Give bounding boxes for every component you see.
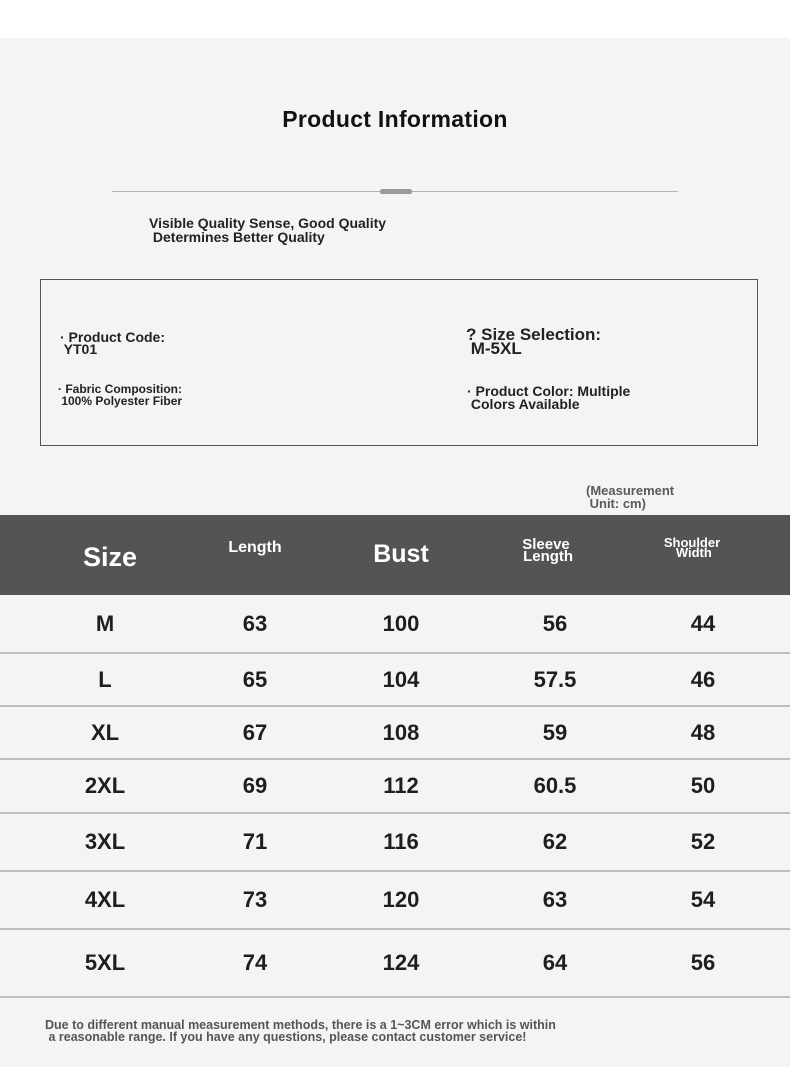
cell-length: 74: [242, 950, 268, 975]
cell-length: 65: [242, 666, 268, 692]
cell-sleeve-length: 57.5: [533, 666, 577, 692]
cell-shoulder-width: 48: [690, 719, 716, 745]
cell-bust: 104: [382, 666, 420, 692]
cell-shoulder-width: 56: [690, 950, 716, 975]
product-color: · Product Color: Multiple Colors Available: [467, 383, 631, 412]
header-shoulder-width: Shoulder Width: [663, 535, 721, 560]
header-sleeve-length: Sleeve Length: [522, 536, 574, 565]
cell-bust: 120: [382, 887, 420, 912]
cell-bust: 108: [382, 719, 420, 745]
cell-length: 63: [242, 610, 268, 636]
size-table-body: [0, 595, 790, 998]
table-row: [0, 814, 790, 872]
header-bust: Bust: [373, 540, 429, 568]
cell-shoulder-width: 52: [690, 829, 716, 854]
cell-bust: 100: [382, 610, 420, 636]
product-info-box: [40, 279, 758, 446]
cell-size: M: [95, 610, 115, 636]
cell-sleeve-length: 60.5: [533, 773, 577, 798]
cell-sleeve-length: 64: [542, 950, 568, 975]
cell-shoulder-width: 44: [690, 610, 716, 636]
header-size: Size: [82, 542, 138, 572]
quality-tagline: Visible Quality Sense, Good Quality Determines Better Quality: [149, 215, 387, 245]
measurement-error-note: Due to different manual measurement methods, there is a 1~3CM error which is within a reasonable range. If you have any questions, please contact customer service!: [45, 1018, 556, 1044]
cell-size: XL: [90, 719, 120, 745]
page-title: Product Information: [282, 106, 508, 132]
cell-length: 69: [242, 773, 268, 798]
divider-accent: [380, 189, 412, 194]
cell-length: 73: [242, 887, 268, 912]
table-row: [0, 654, 790, 707]
table-row: [0, 707, 790, 760]
product-code: · Product Code: YT01: [60, 329, 165, 357]
cell-size: 4XL: [84, 887, 126, 912]
cell-length: 71: [242, 829, 268, 854]
cell-shoulder-width: 50: [690, 773, 716, 798]
cell-sleeve-length: 63: [542, 887, 568, 912]
cell-size: 3XL: [84, 829, 126, 854]
fabric-composition: · Fabric Composition: 100% Polyester Fiber: [58, 382, 183, 408]
cell-bust: 112: [383, 773, 419, 798]
cell-sleeve-length: 59: [542, 719, 568, 745]
table-row: [0, 872, 790, 930]
cell-size: L: [98, 666, 112, 692]
table-row: [0, 595, 790, 654]
cell-size: 2XL: [84, 773, 126, 798]
cell-sleeve-length: 62: [542, 829, 568, 854]
cell-shoulder-width: 54: [690, 887, 716, 912]
cell-bust: 124: [382, 950, 420, 975]
table-row: [0, 930, 790, 998]
cell-shoulder-width: 46: [690, 666, 716, 692]
cell-bust: 116: [383, 829, 419, 854]
size-selection: ? Size Selection: M-5XL: [466, 325, 602, 358]
measurement-unit-note: (Measurement Unit: cm): [586, 483, 675, 511]
header-length: Length: [228, 539, 282, 556]
cell-length: 67: [242, 719, 268, 745]
cell-size: 5XL: [84, 950, 126, 975]
cell-sleeve-length: 56: [542, 610, 568, 636]
table-row: [0, 760, 790, 814]
